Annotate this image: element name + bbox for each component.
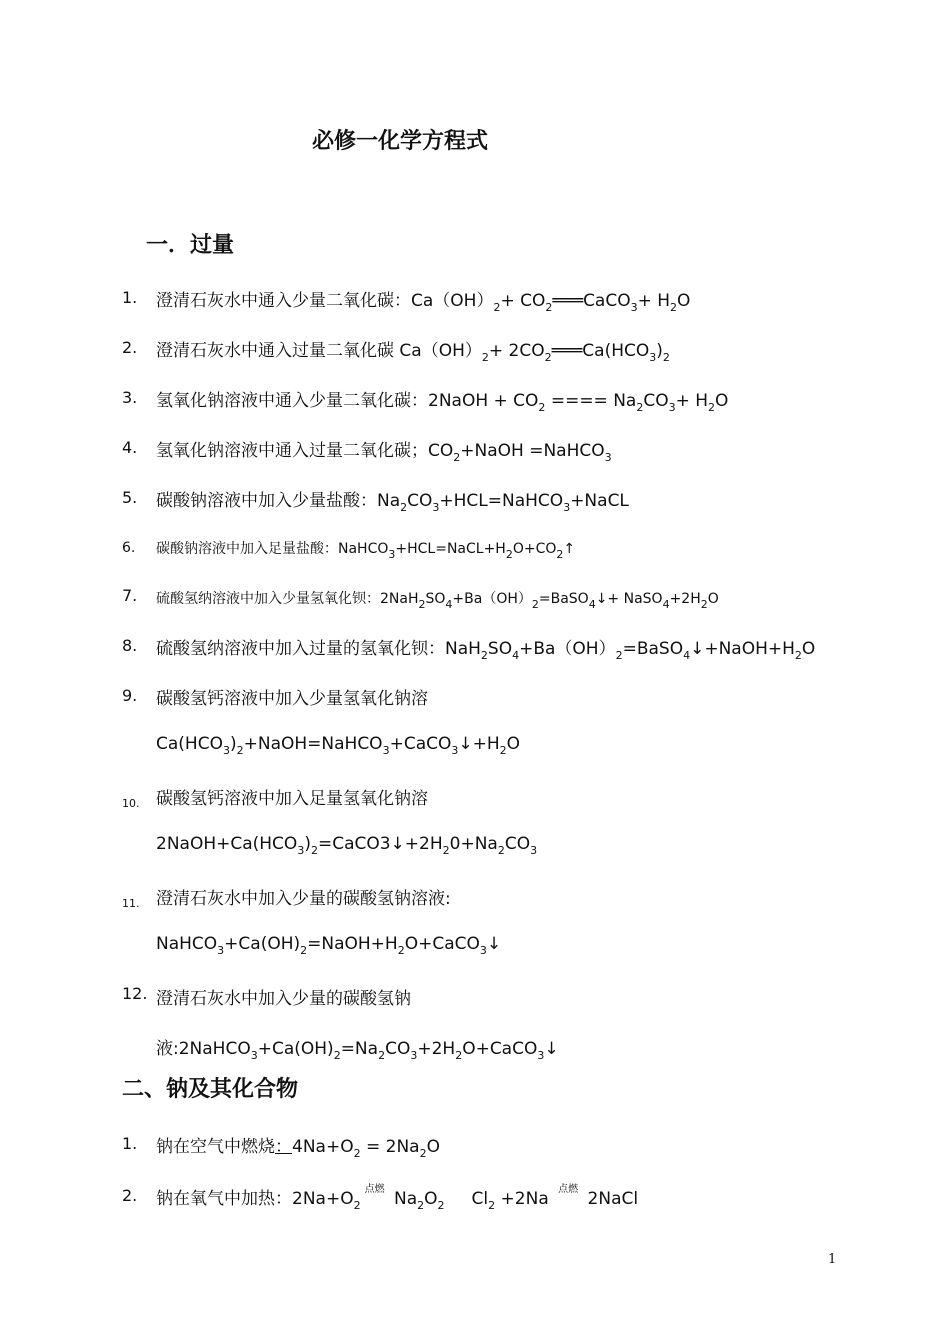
item-number: 8. xyxy=(122,636,138,655)
item-number: 12. xyxy=(122,984,148,1003)
equation-line: 澄清石灰水中通入过量二氧化碳 $Ca(OH)_2+$ $2CO_2═══Ca(HCO_3)_2$ xyxy=(156,341,670,364)
item-number: 10. xyxy=(122,797,140,810)
equation-line: 氢氧化钠溶液中通入少量二氧化碳：2NaOH + $CO_2$ ==== $Na_2CO_3+ H_2O$ xyxy=(156,391,729,414)
equation-line: 钠在空气中燃烧：$4Na+O_2 = 2Na_2O$ xyxy=(156,1137,440,1160)
item-number: 1. xyxy=(122,288,138,307)
equation-line: 液$:2NaHCO_3+Ca(OH)_2=Na_2CO_3+2H_2O+CaCO_3↓$ xyxy=(156,1039,559,1062)
equation-line: 碳酸钠溶液中加入少量盐酸：$Na_2CO_3+HCL=NaHCO_3+NaCL$ xyxy=(156,491,629,514)
item-number: 3. xyxy=(122,388,138,407)
section-heading-excess: 一．过量 xyxy=(146,233,235,258)
equation-line: 钠在氧气中加热：$2Na+O_2^{点燃}$ $Na_2O_2$ $Cl_2 +2Na$ $^{点燃}$ 2NaCl xyxy=(156,1184,639,1212)
equation-line: $Ca(HCO_3)_2+NaOH=NaHCO_3+CaCO_3↓+H_2O$ xyxy=(156,734,521,757)
equation-line: $NaHCO_3+Ca(OH)_2=NaOH+H_2O+CaCO_3↓$ xyxy=(156,934,502,957)
item-number: 7. xyxy=(122,586,138,605)
item-number: 11. xyxy=(122,897,140,910)
equation-line: $2NaOH+Ca(HCO_3)_2=CaCO3↓+2H_20+Na_2CO_3$ xyxy=(156,834,538,857)
item-number: 5. xyxy=(122,488,138,507)
equation-line: 硫酸氢纳溶液中加入过量的氢氧化钡：$NaH_2SO_4+Ba(OH)_2=BaSO_4↓+NaOH+H_2O$ xyxy=(156,639,816,662)
equation-line: 碳酸氢钙溶液中加入少量氢氧化钠溶 xyxy=(156,689,428,709)
item-number: 6. xyxy=(122,540,136,556)
equation-line: 碳酸钠溶液中加入足量盐酸：$NaHCO_3+HCL=NaCL+H_2O+CO_2↑$ xyxy=(156,541,576,561)
item-number: 2. xyxy=(122,1186,138,1205)
item-number: 2. xyxy=(122,338,138,357)
equation-line: 硫酸氢纳溶液中加入少量氢氧化钡：$2NaH_2SO_4+Ba(OH)_2=BaSO_4↓+$ $NaSO_4+2H_2O$ xyxy=(156,591,719,611)
equation-line: 碳酸氢钙溶液中加入足量氢氧化钠溶 xyxy=(156,789,428,809)
page-number: 1 xyxy=(828,1252,837,1267)
item-number: 1. xyxy=(122,1134,138,1153)
equation-line: 澄清石灰水中加入少量的碳酸氢钠溶液: xyxy=(156,889,451,909)
item-number: 4. xyxy=(122,438,138,457)
equation-line: 氢氧化钠溶液中通入过量二氧化碳；$CO_2+NaOH$ =NaHCO$_3$ xyxy=(156,441,612,464)
equation-line: 澄清石灰水中通入少量二氧化碳：$Ca(OH)_2+$ $CO_2═══CaCO_3+ H_2O$ xyxy=(156,291,691,314)
page-title: 必修一化学方程式 xyxy=(312,129,489,154)
section-heading-sodium: 二、钠及其化合物 xyxy=(122,1077,299,1102)
equation-line: 澄清石灰水中加入少量的碳酸氢钠 xyxy=(156,989,411,1009)
item-number: 9. xyxy=(122,686,138,705)
